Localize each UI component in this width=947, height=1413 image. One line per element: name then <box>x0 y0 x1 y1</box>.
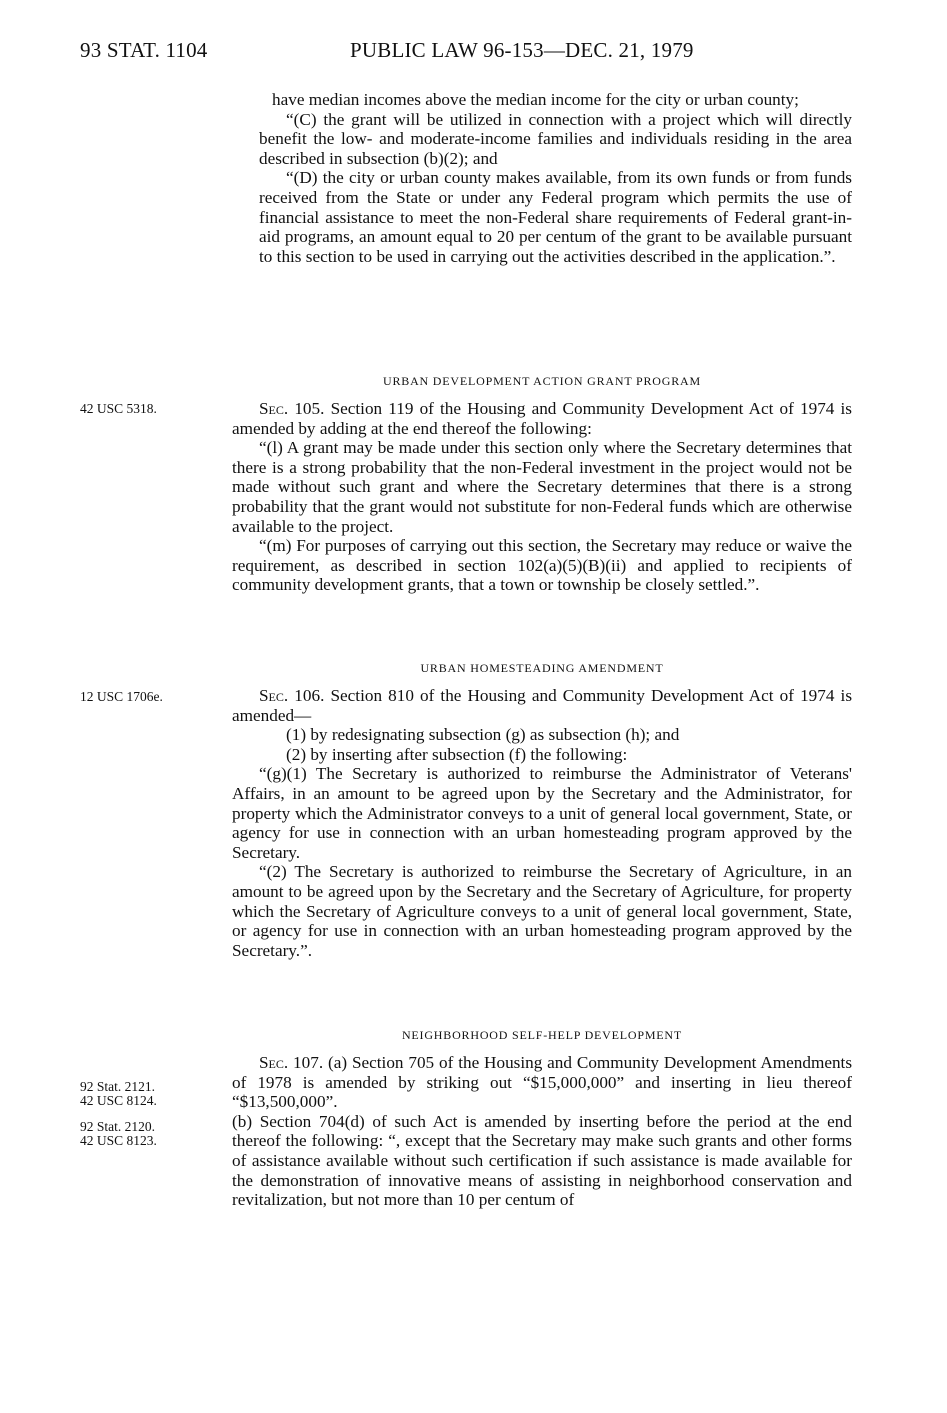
paragraph: have median incomes above the median income for the city or urban county; <box>272 90 799 109</box>
paragraph <box>232 399 852 438</box>
page-header-law-title: PUBLIC LAW 96-153—DEC. 21, 1979 <box>350 38 694 62</box>
section-105 <box>232 360 852 595</box>
section-107 <box>232 1014 852 1210</box>
section-heading: URBAN HOMESTEADING AMENDMENT <box>420 661 664 675</box>
paragraph: “(m) For purposes of carrying out this section, the Secretary may reduce or waive the requirement, as described in section 102(a)(5)(B)(ii) and applied to recipients of community development grants, that a town or township be closely settled.”. <box>232 536 852 595</box>
paragraph: “(l) A grant may be made under this section only where the Secretary determines that there is a strong probability that the non-Federal investment in the project would not be made without such grant and where the Secretary determines that there is a strong probability that the grant would not substitute for non-Federal funds which are otherwise available to the project. <box>232 438 852 536</box>
section-106 <box>232 647 852 960</box>
paragraph-text: Section 810 of the Housing and Community Development Act of 1974 is amended— <box>232 686 853 725</box>
section-label: Sec. 107. <box>259 1053 324 1072</box>
paragraph: “(D) the city or urban county makes available, from its own funds or from funds received from the State or under any Federal program which permits the use of financial assistance to meet the non-Federal share requirements of Federal grant-in-aid programs, an amount equal to 20 per centum of the grant to be available pursuant to this section to be used in carrying out the activities described in the application.”. <box>259 168 852 266</box>
page-header-stat-number: 93 STAT. 1104 <box>80 38 208 62</box>
section-heading: URBAN DEVELOPMENT ACTION GRANT PROGRAM <box>383 374 701 388</box>
paragraph: “(g)(1) The Secretary is authorized to reimburse the Administrator of Veterans' Affairs, in an amount to be agreed upon by the Secretary and the Administrator, for property which the Administrator conveys to a unit of general local government, State, or agency for use in connection with an urban homesteading program approved by the Secretary. <box>232 764 852 862</box>
paragraph-text: (a) Section 705 of the Housing and Community Development Amendments of 1978 is amended by striking out “$15,000,000” and inserting in lieu thereof “$13,500,000”. <box>232 1053 853 1112</box>
section-label: Sec. 105. <box>259 399 325 418</box>
paragraph: (b) Section 704(d) of such Act is amended by inserting before the period at the end thereof the following: “, except that the Secretary may make such grants and other forms of assistance available without such certification if such assistance is made available for the demonstration of innovative means of assisting in neighborhood conservation and revitalization, but not more than 10 per centum of <box>232 1111 852 1210</box>
paragraph <box>232 1053 852 1112</box>
margin-citation: 42 USC 8124. <box>80 1093 157 1108</box>
margin-citation: 42 USC 8123. <box>80 1133 157 1148</box>
list-item: (1) by redesignating subsection (g) as subsection (h); and <box>286 725 680 745</box>
previous-section-continuation <box>232 90 852 266</box>
section-heading: NEIGHBORHOOD SELF-HELP DEVELOPMENT <box>401 1028 683 1042</box>
margin-citation: 92 Stat. 2120. <box>80 1119 156 1134</box>
margin-citation: 42 USC 5318. <box>80 401 157 416</box>
paragraph-text: Section 119 of the Housing and Community Development Act of 1974 is amended by adding at the end thereof the following: <box>232 399 853 438</box>
paragraph: “(2) The Secretary is authorized to reimburse the Secretary of Agriculture, in an amount to be agreed upon by the Secretary and the Secretary of Agriculture, for property which the Secretary of Agriculture conveys to a unit of general local government, State, or agency for use in connection with an urban homesteading program approved by the Secretary.”. <box>232 862 852 960</box>
paragraph: “(C) the grant will be utilized in connection with a project which will directly benefit the low- and moderate-income families and individuals residing in the area described in subsection (b)(2); and <box>259 109 852 168</box>
paragraph <box>232 686 852 725</box>
margin-citation: 12 USC 1706e. <box>80 689 163 704</box>
section-label: Sec. 106. <box>259 686 325 705</box>
margin-citation: 92 Stat. 2121. <box>80 1079 156 1094</box>
list-item: (2) by inserting after subsection (f) the following: <box>286 744 628 764</box>
